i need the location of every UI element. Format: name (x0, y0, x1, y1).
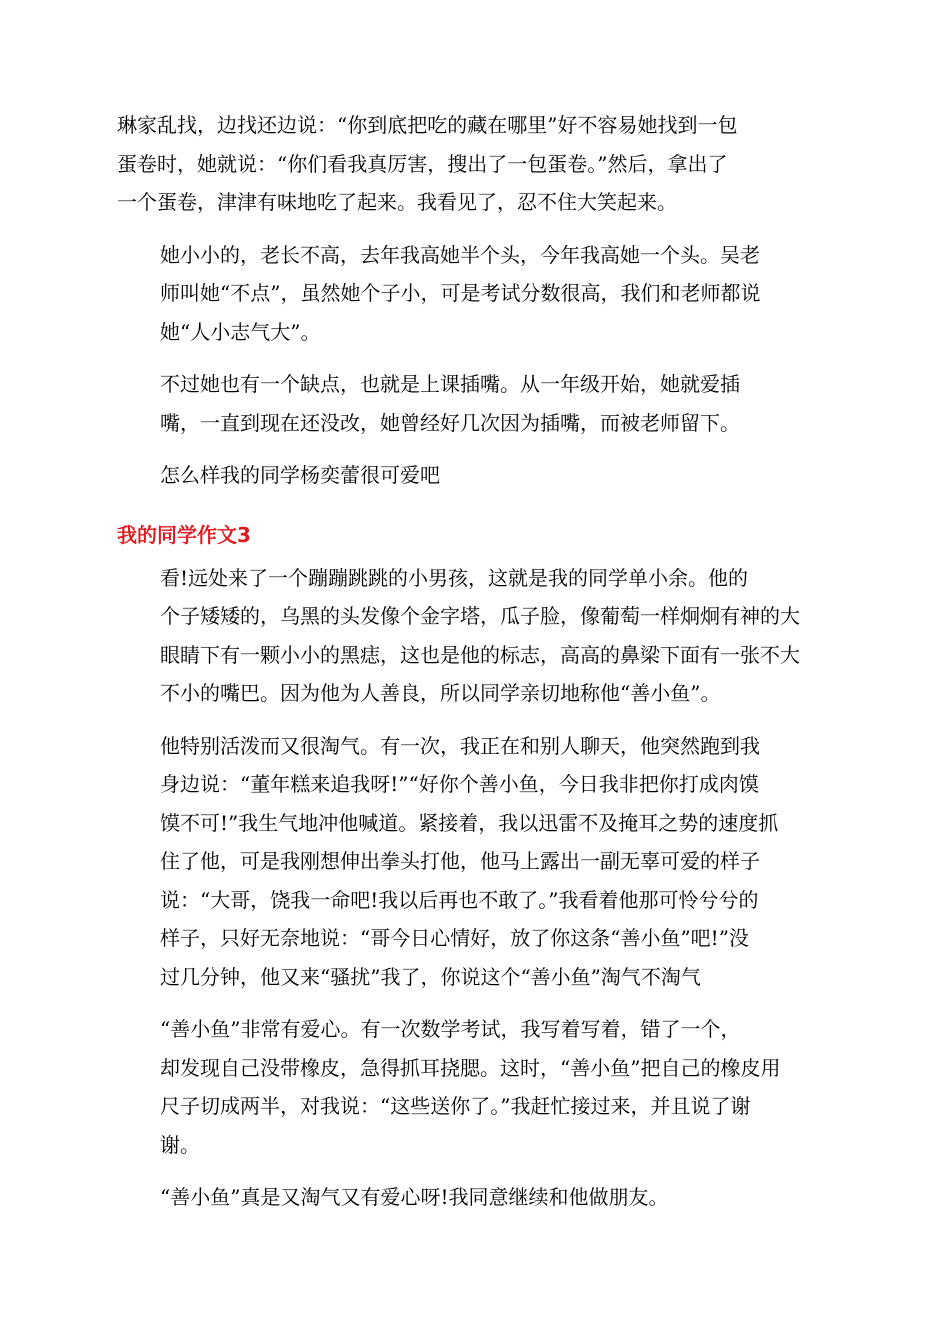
text-line: 她“人小志气大”。 (160, 319, 321, 344)
text-line: 过几分钟，他又来“骚扰”我了，你说这个“善小鱼”淘气不淘气 (160, 964, 701, 989)
paragraph (117, 1178, 837, 1217)
paragraph (117, 559, 837, 713)
text-line: 怎么样我的同学杨奕蕾很可爱吧 (160, 463, 440, 487)
text-line: 样子，只好无奈地说：“哥今日心情好，放了你这条“善小鱼”吧!”没 (160, 926, 749, 950)
paragraph (117, 365, 837, 442)
text-line: 她小小的，老长不高，去年我高她半个头，今年我高她一个头。吴老 (160, 242, 760, 267)
text-line: 住了他，可是我刚想伸出拳头打他，他马上露出一副无辜可爱的样子 (160, 849, 760, 873)
text-line: 嘴，一直到现在还没改，她曾经好几次因为插嘴，而被老师留下。 (160, 410, 740, 435)
paragraph (117, 106, 837, 222)
paragraph (117, 1010, 837, 1164)
section-heading: 我的同学作文3 (117, 522, 251, 547)
text-line: 蛋卷时，她就说：“你们看我真厉害，搜出了一包蛋卷。”然后，拿出了 (117, 151, 728, 176)
paragraph (117, 236, 837, 352)
text-line: 看!远处来了一个蹦蹦跳跳的小男孩，这就是我的同学单小余。他的 (160, 565, 749, 590)
text-line: 不过她也有一个缺点，也就是上课插嘴。从一年级开始，她就爱插 (160, 372, 740, 396)
text-line: 却发现自己没带橡皮，急得抓耳挠腮。这时，“善小鱼”把自己的橡皮用 (160, 1055, 781, 1080)
text-line: 尺子切成两半，对我说：“这些送你了。”我赶忙接过来，并且说了谢 (160, 1094, 751, 1118)
text-line: 身边说：“董年糕来追我呀!”“好你个善小鱼，今日我非把你打成肉馍 (160, 772, 759, 796)
document-page (117, 106, 837, 1231)
text-line: 不小的嘴巴。因为他为人善良，所以同学亲切地称他“善小鱼”。 (160, 681, 721, 705)
text-line: 谢。 (160, 1132, 200, 1157)
text-line: 说：“大哥，饶我一命吧!我以后再也不敢了。”我看着他那可怜兮兮的 (160, 887, 759, 912)
text-line: 一个蛋卷，津津有味地吃了起来。我看见了，忍不住大笑起来。 (117, 190, 677, 214)
text-line: “善小鱼”真是又淘气又有爱心呀!我同意继续和他做朋友。 (160, 1185, 669, 1209)
text-line: 馍不可!”我生气地冲他喊道。紧接着，我以迅雷不及掩耳之势的速度抓 (160, 810, 779, 835)
text-line: “善小鱼”非常有爱心。有一次数学考试，我写着写着，错了一个， (160, 1017, 741, 1041)
text-line: 他特别活泼而又很淘气。有一次，我正在和别人聊天，他突然跑到我 (160, 733, 760, 758)
paragraph (117, 456, 837, 495)
text-line: 琳家乱找，边找还边说：“你到底把吃的藏在哪里”好不容易她找到一包 (117, 113, 738, 137)
text-line: 师叫她“不点”，虽然她个子小，可是考试分数很高，我们和老师都说 (160, 281, 761, 305)
text-line: 眼睛下有一颗小小的黑痣，这也是他的标志，高高的鼻梁下面有一张不大 (160, 642, 800, 667)
paragraph (117, 727, 837, 997)
text-line: 个子矮矮的，乌黑的头发像个金字塔，瓜子脸，像葡萄一样炯炯有神的大 (160, 604, 800, 628)
